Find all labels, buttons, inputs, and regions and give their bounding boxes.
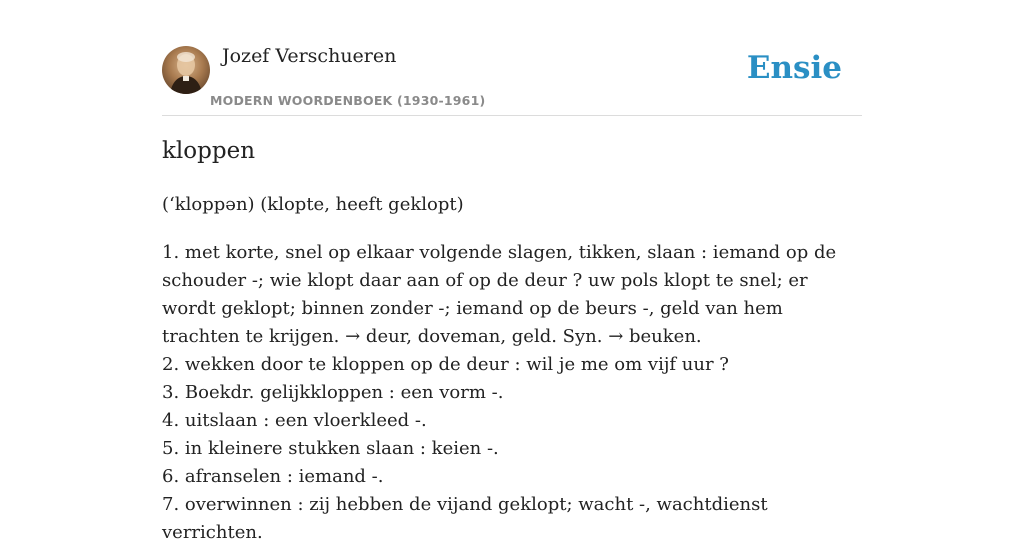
author-portrait-icon — [162, 46, 210, 94]
ensie-logo[interactable]: Ensie — [746, 50, 842, 86]
pronunciation: (ʻkloppən) (klopte, heeft geklopt) — [162, 194, 464, 215]
definition-item: 7. overwinnen : zij hebben de vijand geklopt; wacht -, wachtdienst verrichten. — [162, 494, 768, 543]
entry-card — [162, 0, 862, 543]
definition-item: 2. wekken door te kloppen op de deur : wil je me om vijf uur ? — [162, 354, 729, 375]
page-title: kloppen — [162, 138, 256, 164]
header-divider — [162, 115, 862, 116]
definition-item: 4. uitslaan : een vloerkleed -. — [162, 410, 427, 431]
definition-item: 1. met korte, snel op elkaar volgende slagen, tikken, slaan : iemand op de schouder -; wie klopt daar aan of op de deur ? uw pols klopt te snel; er wordt geklopt; binnen zonder -; iemand op de beurs -, geld van hem trachten te krijgen. → deur, doveman, geld. Syn. → beuken. — [162, 242, 837, 347]
source-label[interactable]: MODERN WOORDENBOEK (1930-1961) — [210, 93, 486, 108]
author-name[interactable]: Jozef Verschueren — [222, 45, 397, 67]
definition-item: 3. Boekdr. gelijkkloppen : een vorm -. — [162, 382, 504, 403]
definition-item: 6. afranselen : iemand -. — [162, 466, 384, 487]
author-avatar[interactable] — [162, 46, 210, 94]
definition-list — [162, 239, 862, 547]
definition-item: 5. in kleinere stukken slaan : keien -. — [162, 438, 499, 459]
